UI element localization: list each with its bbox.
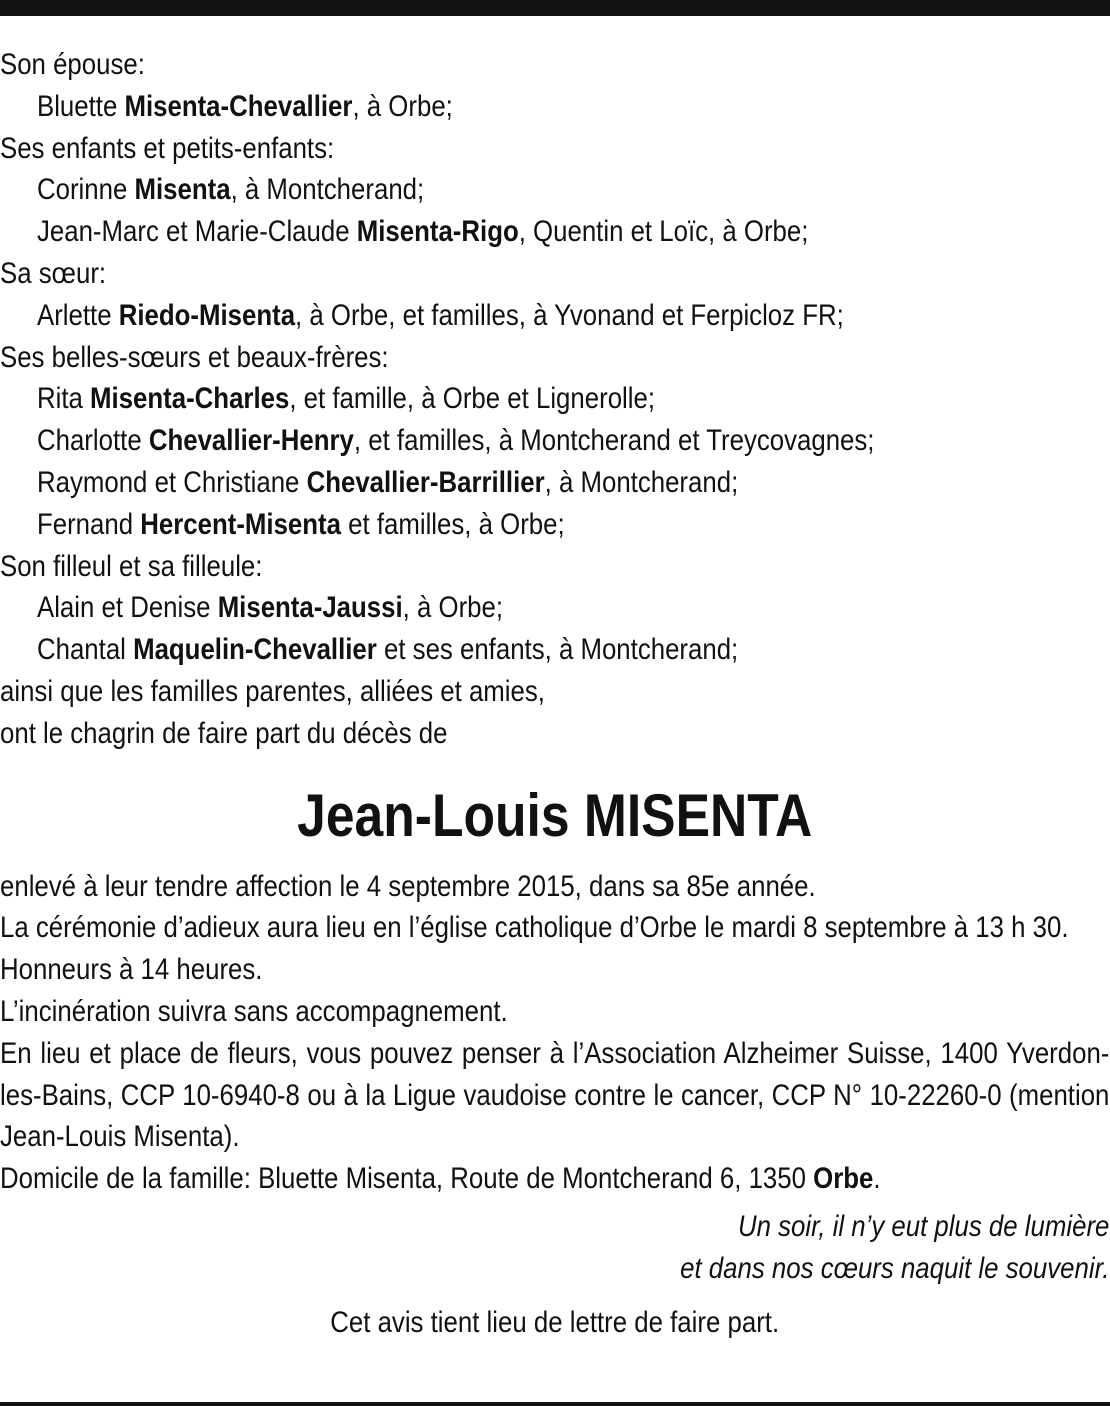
member-location: , à Orbe;: [352, 89, 453, 123]
family-heading: Son épouse:: [0, 48, 145, 81]
family-domicile: [0, 1158, 1109, 1200]
top-border-rule: [0, 0, 1110, 16]
member-location: , et famille, à Orbe et Lignerolle;: [289, 382, 656, 416]
domicile-text: Domicile de la famille: Bluette Misenta, Route de Montcherand 6, 1350: [0, 1162, 814, 1196]
family-member: [0, 504, 1109, 546]
family-list: [0, 44, 1109, 671]
incineration-details: L’incinération suivra sans accompagnement.: [0, 994, 508, 1028]
member-first-names: Arlette: [36, 298, 119, 332]
family-heading: Ses belles-sœurs et beaux-frères:: [0, 340, 389, 374]
family-member: [0, 169, 1109, 211]
member-first-names: Corinne: [36, 173, 135, 207]
member-first-names: Jean-Marc et Marie-Claude: [36, 215, 357, 249]
member-location: , à Orbe, et familles, à Yvonand et Ferpicloz FR;: [295, 298, 844, 332]
family-heading: Son filleul et sa filleule:: [0, 549, 263, 583]
member-surname: Misenta-Chevallier: [124, 89, 353, 123]
member-first-names: Charlotte: [36, 424, 149, 458]
member-surname: Misenta-Rigo: [356, 215, 519, 249]
member-location: , à Orbe;: [402, 591, 504, 625]
quote-line-2: et dans nos cœurs naquit le souvenir.: [680, 1251, 1110, 1285]
member-surname: Chevallier-Barrillier: [306, 465, 545, 499]
family-member: [0, 462, 1109, 504]
member-location: , à Montcherand;: [230, 173, 425, 207]
member-surname: Misenta-Charles: [90, 382, 290, 416]
donation-details: En lieu et place de fleurs, vous pouvez penser à l’Association Alzheimer Suisse, 1400 Yverdon-les-Bains, CCP 10-6940-8 ou à la Ligue vaudoise contre le cancer, CCP N° 10-22260-0 (mention Jean-Louis Misenta).: [0, 1036, 1110, 1154]
bottom-border-rule: [0, 1402, 1110, 1406]
member-first-names: Alain et Denise: [36, 591, 218, 625]
member-first-names: Bluette: [36, 89, 125, 123]
member-surname: Misenta-Jaussi: [217, 591, 403, 625]
quote-line-1: Un soir, il n’y eut plus de lumière: [737, 1209, 1110, 1243]
member-location: et familles, à Orbe;: [340, 507, 565, 541]
ceremony-details: La cérémonie d’adieux aura lieu en l’église catholique d’Orbe le mardi 8 septembre à 13 h 30.: [0, 911, 1069, 945]
family-member: [0, 587, 1109, 629]
notice-text: Cet avis tient lieu de lettre de faire part.: [330, 1305, 780, 1339]
member-first-names: Fernand: [36, 507, 141, 541]
closing-line-1: ainsi que les familles parentes, alliées et amies,: [0, 674, 545, 708]
family-member: [0, 420, 1109, 462]
closing-line-2: ont le chagrin de faire part du décès de: [0, 716, 448, 750]
member-first-names: Rita: [36, 382, 91, 416]
member-location: , et familles, à Montcherand et Treycovagnes;: [353, 424, 875, 458]
domicile-town: Orbe: [813, 1162, 874, 1196]
member-location: et ses enfants, à Montcherand;: [376, 633, 739, 667]
member-surname: Hercent-Misenta: [140, 507, 341, 541]
member-first-names: Raymond et Christiane: [36, 465, 307, 499]
member-location: , Quentin et Loïc, à Orbe;: [518, 215, 809, 249]
member-surname: Misenta: [134, 173, 231, 207]
family-member: [0, 378, 1109, 420]
death-details: enlevé à leur tendre affection le 4 septembre 2015, dans sa 85e année.: [0, 869, 816, 903]
member-surname: Chevallier-Henry: [148, 424, 354, 458]
family-heading: Sa sœur:: [0, 256, 107, 290]
member-location: , à Montcherand;: [544, 465, 739, 499]
family-member: [0, 629, 1109, 671]
domicile-end: .: [873, 1162, 881, 1196]
family-member: [0, 86, 1109, 128]
obituary-notice: [0, 44, 1109, 1343]
honours-details: Honneurs à 14 heures.: [0, 953, 263, 987]
member-first-names: Chantal: [36, 633, 134, 667]
member-surname: Maquelin-Chevallier: [133, 633, 377, 667]
family-member: [0, 211, 1109, 253]
member-surname: Riedo-Misenta: [118, 298, 296, 332]
deceased-name: Jean-Louis MISENTA: [297, 781, 813, 849]
family-member: [0, 295, 1109, 337]
family-heading: Ses enfants et petits-enfants:: [0, 131, 335, 165]
